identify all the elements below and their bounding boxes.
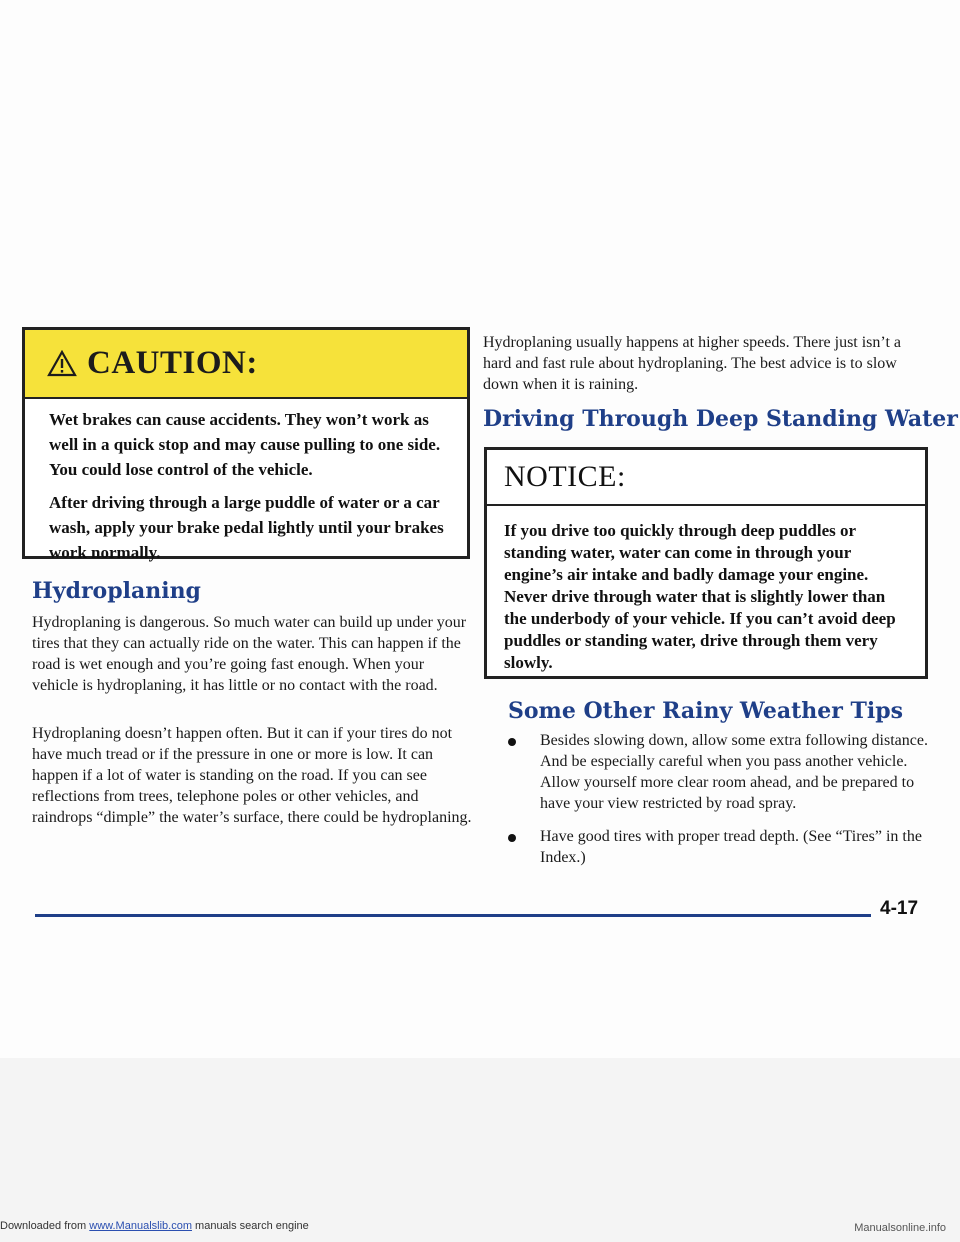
manualslib-link[interactable]: www.Manualslib.com bbox=[89, 1220, 192, 1232]
notice-body bbox=[487, 506, 925, 674]
list-item bbox=[508, 730, 928, 814]
page-divider bbox=[35, 914, 871, 917]
bullet-icon bbox=[508, 738, 516, 746]
caution-body bbox=[25, 399, 467, 565]
caution-paragraph: After driving through a large puddle of water or a car wash, apply your brake pedal lightly until your brakes work normally. bbox=[49, 493, 444, 562]
download-footer bbox=[0, 1220, 309, 1232]
list-item bbox=[508, 826, 928, 868]
watermark-text: Manualsonline.info bbox=[854, 1222, 946, 1234]
notice-box bbox=[484, 447, 928, 679]
bullet-text: Have good tires with proper tread depth. (See “Tires” in the Index.) bbox=[540, 828, 922, 866]
warning-triangle-icon bbox=[47, 350, 77, 377]
rainy-tips-list bbox=[508, 730, 928, 880]
bullet-text: Besides slowing down, allow some extra following distance. And be especially careful when you pass another vehicle. Allow yourself more clear room ahead, and be prepared to have your view restricted by road spray. bbox=[540, 732, 928, 812]
caution-paragraph: Wet brakes can cause accidents. They won’t work as well in a quick stop and may cause pulling to one side. You could lose control of the vehicle. bbox=[49, 410, 441, 479]
notice-title: NOTICE: bbox=[504, 460, 626, 493]
hydroplaning-paragraph: Hydroplaning is dangerous. So much water can build up under your tires that they can actually ride on the water. This can happen if the road is wet enough and you’re going fast enough. When your vehicle is hydroplaning, it has little or no contact with the road. bbox=[32, 614, 467, 694]
hydroplaning-continued-paragraph: Hydroplaning usually happens at higher speeds. There just isn’t a hard and fast rule about hydroplaning. The best advice is to slow down when it is raining. bbox=[483, 334, 901, 393]
rainy-tips-heading: Some Other Rainy Weather Tips bbox=[508, 698, 903, 724]
deep-water-heading: Driving Through Deep Standing Water bbox=[483, 406, 958, 432]
hydroplaning-paragraph: Hydroplaning doesn’t happen often. But it can if your tires do not have much tread or if the pressure in one or more is low. It can happen if a lot of water is standing on the road. If you can see reflections from trees, telephone poles or other vehicles, and raindrops “dimple” the water’s surface, there could be hydroplaning. bbox=[32, 725, 472, 826]
footer-suffix: manuals search engine bbox=[191, 1220, 309, 1232]
hydroplaning-heading: Hydroplaning bbox=[32, 578, 201, 604]
caution-header bbox=[25, 330, 467, 399]
caution-title: CAUTION: bbox=[87, 345, 258, 381]
page-bottom-shade bbox=[0, 1058, 960, 1242]
notice-paragraph: If you drive too quickly through deep puddles or standing water, water can come in through your engine’s air intake and badly damage your engine. Never drive through water that is slightly lower than the underbody of your vehicle. If you can’t avoid deep puddles or standing water, drive through them very slowly. bbox=[504, 521, 896, 672]
bullet-icon bbox=[508, 834, 516, 842]
caution-box bbox=[22, 327, 470, 562]
page-number: 4-17 bbox=[880, 898, 919, 919]
notice-header bbox=[487, 450, 925, 506]
footer-prefix: Downloaded from bbox=[0, 1220, 90, 1232]
